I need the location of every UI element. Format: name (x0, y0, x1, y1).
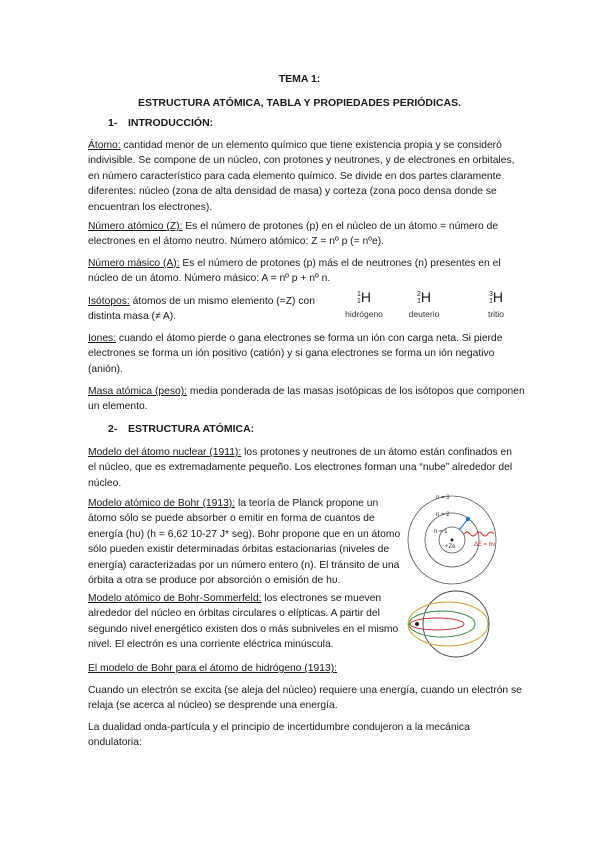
text-line: átomo sólo se puede absorber o emitir en forma de cuantos de (88, 513, 375, 525)
section-number: 2- (108, 423, 118, 435)
text-line: segundo nivel energético existen dos o más subniveles en el mismo (88, 623, 399, 635)
text-line: núcleo de un átomo. Número másico: A = nº p + nº n. (88, 273, 331, 285)
isotopes-figure (345, 289, 518, 329)
text-line: los electrones se mueven (261, 593, 382, 604)
element-symbol: H (360, 289, 372, 305)
sommerfeld-model-diagram (404, 588, 514, 660)
text-line: órbita a otra se produce por absorción o emisión de hυ. (88, 575, 341, 587)
elliptic-orbit (408, 602, 488, 646)
term-isotopos: Isótopos: (88, 296, 130, 307)
term-numero-atomico: Número atómico (Z): (88, 221, 183, 232)
text-line: el núcleo, que es extremadamente pequeño. Los electrones forman una “nube” alrededor del (88, 462, 513, 474)
text-line: sólo pueden existir determinadas órbitas estacionarias (niveles de (88, 544, 390, 556)
paragraph-excita (88, 683, 522, 714)
mass-number: 2 (416, 291, 421, 299)
text-line: Cuando un electrón se excita (se aleja del núcleo) requiere una energía, cuando un electrón se (88, 685, 522, 696)
text-line: la teoría de Planck propone un (235, 498, 379, 509)
paragraph-bohr (88, 496, 400, 588)
text-line: los protones y neutrones de un átomo están confinados en (241, 447, 512, 458)
element-symbol: H (492, 289, 504, 305)
atomic-number: 1 (356, 298, 361, 306)
term-iones: Iones: (88, 333, 117, 344)
term-bohr-hidrogeno: El modelo de Bohr para el átomo de hidrógeno (1913): (88, 663, 338, 674)
element-symbol: H (420, 289, 432, 305)
mass-number: 1 (356, 291, 361, 299)
document-title: TEMA 1: (278, 73, 321, 85)
isotope-name: hidrógeno (345, 309, 383, 320)
text-line: en número característico para cada elemento químico. Se divide en dos partes claramente (88, 170, 502, 182)
isotope-name: tritio (487, 309, 505, 320)
text-line: media ponderada de las masas isotópicas de los isótopos que componen (187, 386, 525, 397)
text-line: electrones se forma un ión positivo (catión) y si gana electrones se forma un ión negativo (88, 348, 495, 360)
section-heading-estructura (108, 423, 254, 435)
text-line: indivisible. Se compone de un núcleo, con protones y neutrones, y de electrones en orbitales, (88, 155, 515, 167)
paragraph-masa-atomica (88, 384, 525, 415)
label-nucleus: +Ze (445, 544, 456, 550)
isotope-hydrogen (334, 289, 394, 319)
term-atomo: Átomo: (88, 140, 121, 151)
text-line: distinta masa (≠ A). (88, 311, 177, 323)
term-numero-masico: Número másico (A): (88, 258, 180, 269)
text-line: núcleo. (88, 477, 122, 489)
label-n3: n = 3 (436, 495, 450, 501)
text-line: cantidad menor de un elemento químico que tiene existencia propia y se consideró (120, 140, 502, 151)
paragraph-dualidad (88, 720, 470, 751)
text-line: relaja (se acerca al núcleo) se desprende una energía. (88, 700, 338, 712)
paragraph-numero-atomico (88, 219, 498, 250)
circular-orbit (423, 591, 489, 657)
paragraph-isotopos (88, 294, 315, 325)
heading-bohr-hidrogeno (88, 661, 337, 676)
term-bohr: Modelo atómico de Bohr (1913): (88, 498, 236, 509)
isotope-deuterium (394, 289, 454, 319)
paragraph-numero-masico (88, 256, 501, 287)
text-line: alrededor del núcleo en órbitas circulares o elípticas. A partir del (88, 608, 380, 620)
section-label: ESTRUCTURA ATÓMICA: (128, 423, 255, 435)
text-line: nivel. El electrón es una corriente eléctrica minúscula. (88, 639, 334, 651)
text-line: diferentes: núcleo (zona de alta densidad de masa) y corteza (zona poco densa donde se (88, 186, 497, 198)
text-line: electrones en el átomo neutro. Número atómico: Z = nº p (= nºe). (88, 236, 384, 248)
text-line: La dualidad onda-partícula y el principio de incertidumbre condujeron a la mecánica (88, 722, 470, 733)
section-label: INTRODUCCIÓN: (128, 117, 214, 129)
section-heading-introduccion (108, 117, 213, 129)
text-line: Es el número de protones (p) en el núcleo de un átomo = número de (182, 221, 499, 232)
atomic-number: 1 (416, 298, 421, 306)
isotope-tritium (466, 289, 526, 319)
document-subtitle: ESTRUCTURA ATÓMICA, TABLA Y PROPIEDADES PERIÓDICAS. (138, 97, 461, 109)
paragraph-sommerfeld (88, 591, 398, 653)
label-n2: n = 2 (436, 512, 450, 518)
text-line: encuentran los electrones). (88, 201, 213, 213)
text-line: (anión). (88, 363, 123, 375)
atomic-number: 1 (488, 298, 493, 306)
paragraph-modelo-nuclear (88, 445, 512, 491)
label-n1: n = 1 (434, 529, 448, 535)
term-masa-atomica: Masa atómica (peso): (88, 386, 188, 397)
bohr-model-diagram (404, 488, 514, 586)
mass-number: 3 (488, 291, 493, 299)
label-delta-e: ΔE = hν (474, 542, 496, 548)
text-line: átomos de un mismo elemento (=Z) con (129, 296, 315, 307)
term-sommerfeld: Modelo atómico de Bohr-Sommerfeld: (88, 593, 262, 604)
nucleus (415, 622, 419, 626)
paragraph-iones (88, 331, 502, 377)
term-modelo-nuclear: Modelo del átomo nuclear (1911): (88, 447, 242, 458)
paragraph-atomo (88, 138, 514, 215)
text-line: energía (hυ) (h = 6,62 10-27 J* seg). Bohr propone que en un átomo (88, 528, 401, 540)
nucleus (451, 539, 454, 542)
transition-arrow (459, 519, 468, 530)
text-line: Es el número de protones (p) más el de neutrones (n) presentes en el (179, 258, 501, 269)
section-number: 1- (108, 117, 118, 129)
text-line: energía) caracterizadas por un número entero (n). El tránsito de una (88, 559, 400, 571)
text-line: un elemento. (88, 401, 148, 413)
text-line: cuando el átomo pierde o gana electrones se forma un ión con carga neta. Si pierde (116, 333, 503, 344)
isotope-name: deuterio (408, 309, 440, 320)
text-line: ondulatoria: (88, 737, 142, 749)
